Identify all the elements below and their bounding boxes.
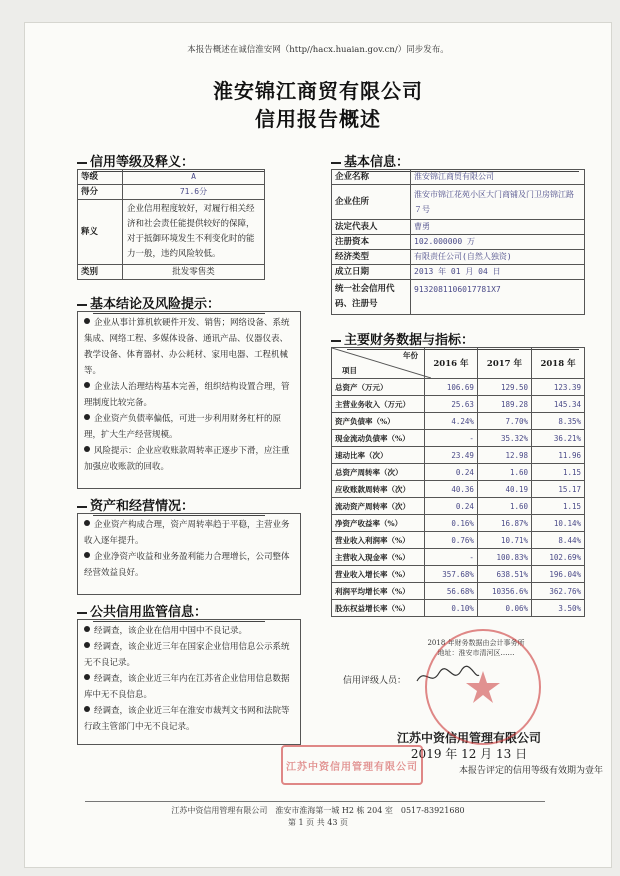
bullet-icon <box>84 642 90 648</box>
financial-value-cell: 145.34 <box>532 396 585 413</box>
bullet-icon <box>84 674 90 680</box>
financial-value-cell: 40.36 <box>425 481 478 498</box>
rating-explain-text: 企业信用程度较好，对履行相关经济和社会责任能提供较好的保障，对于抵御环境发生不利变化时的能力一般，违约风险较低。 <box>123 200 265 265</box>
financial-row-label: 现金流动负债率（%） <box>332 430 425 447</box>
basic-info-row <box>332 185 585 220</box>
validity-note: 本报告评定的信用等级有效期为壹年 <box>458 766 603 776</box>
conclusion-item <box>84 443 294 475</box>
footer-divider <box>85 801 545 802</box>
basic-info-label: 统一社会信用代码、注册号 <box>332 280 411 315</box>
financial-value-cell: 1.60 <box>477 498 531 515</box>
financial-value-cell: 25.63 <box>425 396 478 413</box>
financial-value-cell: 7.70% <box>477 413 531 430</box>
basic-info-label: 企业名称 <box>332 170 411 185</box>
rating-row <box>78 185 265 200</box>
public-credit-item <box>84 703 294 735</box>
bullet-icon <box>84 520 90 526</box>
financial-year-header: 2017 年 <box>477 348 531 379</box>
financial-row-label: 利润平均增长率（%） <box>332 583 425 600</box>
public-credit-item-text: 经调查，该企业近三年内在江苏省企业信用信息数据库中无不良信息。 <box>84 674 290 700</box>
financial-year-header: 2018 年 <box>532 348 585 379</box>
footer-company-address: 江苏中资信用管理有限公司 淮安市淮海第一城 H2 栋 204 室 0517-83921680 <box>171 806 465 815</box>
financial-value-cell: 15.17 <box>532 481 585 498</box>
basic-info-label: 成立日期 <box>332 265 411 280</box>
financial-row <box>332 464 585 481</box>
financial-value-cell: 11.96 <box>532 447 585 464</box>
basic-info-label: 企业住所 <box>332 185 411 220</box>
report-title-company: 淮安锦江商贸有限公司 <box>213 79 423 103</box>
financial-value-cell: 10.71% <box>477 532 531 549</box>
financial-value-cell: 123.39 <box>532 379 585 396</box>
financial-row <box>332 430 585 447</box>
financial-section-title <box>331 329 579 348</box>
bullet-icon <box>84 382 90 388</box>
financial-value-cell: 23.49 <box>425 447 478 464</box>
section-dash-icon <box>77 506 87 508</box>
public-credit-item-text: 经调查，该企业近三年在国家企业信用信息公示系统无不良记录。 <box>84 642 290 668</box>
public-credit-item-text: 经调查，该企业在信用中国中不良记录。 <box>94 626 248 636</box>
basic-info-value: 102.000000 万 <box>411 235 585 250</box>
bullet-icon <box>84 626 90 632</box>
financial-value-cell: 0.16% <box>425 515 478 532</box>
financial-value-cell: 12.98 <box>477 447 531 464</box>
financial-header-item: 项目 <box>342 366 357 375</box>
company-seal-rect: 江苏中资信用管理有限公司 <box>281 745 423 785</box>
rating-explain-label: 释义 <box>78 200 123 265</box>
section-dash-icon <box>77 612 87 614</box>
financial-value-cell: 1.15 <box>532 498 585 515</box>
financial-table-body <box>332 379 585 617</box>
financial-row-label: 资产负债率（%） <box>332 413 425 430</box>
rating-score-value: 71.6分 <box>123 185 265 200</box>
assets-item-text: 企业资产构成合理，资产周转率趋于平稳，主营业务收入逐年提升。 <box>84 520 290 546</box>
assets-item-text: 企业净资产收益和业务盈利能力合理增长，公司整体经营效益良好。 <box>84 552 290 578</box>
public-credit-section-label: 公共信用监管信息： <box>90 605 208 620</box>
financial-value-cell: 4.24% <box>425 413 478 430</box>
basic-info-value: 2013 年 01 月 04 日 <box>411 265 585 280</box>
conclusion-item-text: 风险提示：企业应收账款周转率正逐步下滑，应注重加强应收账款的回收。 <box>84 446 290 472</box>
conclusion-box <box>77 311 301 489</box>
financial-year-header: 2016 年 <box>425 348 478 379</box>
rating-category-label: 类别 <box>78 265 123 280</box>
report-title-summary: 信用报告概述 <box>255 107 381 131</box>
basic-info-row <box>332 220 585 235</box>
financial-value-cell: 0.10% <box>425 600 478 617</box>
assets-item <box>84 549 294 581</box>
financial-value-cell: 638.51% <box>477 566 531 583</box>
financial-row <box>332 379 585 396</box>
financial-row <box>332 498 585 515</box>
assets-box <box>77 513 301 595</box>
basic-info-label: 法定代表人 <box>332 220 411 235</box>
financial-value-cell: 8.35% <box>532 413 585 430</box>
assets-item <box>84 517 294 549</box>
financial-value-cell: 10356.6% <box>477 583 531 600</box>
financial-value-cell: 0.24 <box>425 498 478 515</box>
bullet-icon <box>84 446 90 452</box>
rating-row <box>78 265 265 280</box>
financial-row-label: 主营业务收入（万元） <box>332 396 425 413</box>
financial-row <box>332 566 585 583</box>
financial-value-cell: 0.24 <box>425 464 478 481</box>
public-credit-box <box>77 619 301 745</box>
conclusion-item-text: 企业法人治理结构基本完善，组织结构设置合理，管理制度比较完备。 <box>84 382 290 408</box>
financial-value-cell: 100.83% <box>477 549 531 566</box>
financial-header-year: 年份 <box>403 351 418 360</box>
financial-value-cell: 40.19 <box>477 481 531 498</box>
financial-row <box>332 549 585 566</box>
financial-value-cell: 3.50% <box>532 600 585 617</box>
financial-value-cell: 102.69% <box>532 549 585 566</box>
conclusion-item-text: 企业资产负债率偏低，可进一步利用财务杠杆的原理，扩大生产经营规模。 <box>84 414 282 440</box>
financial-row <box>332 600 585 617</box>
financial-value-cell: 106.69 <box>425 379 478 396</box>
rating-section-title <box>77 151 265 170</box>
basic-info-table <box>331 169 585 315</box>
footer-page-number: 第 1 页 共 43 页 <box>288 818 348 827</box>
financial-row <box>332 532 585 549</box>
financial-value-cell: 196.04% <box>532 566 585 583</box>
financial-value-cell: 35.32% <box>477 430 531 447</box>
issue-date: 2019 年 12 月 13 日 <box>410 747 528 761</box>
financial-value-cell: 1.60 <box>477 464 531 481</box>
seal-star-icon <box>427 631 539 743</box>
financial-value-cell: 357.68% <box>425 566 478 583</box>
basic-info-value: 有限责任公司(自然人独资) <box>411 250 585 265</box>
publication-note: 本报告概述在诚信淮安网（http//hacx.huaian.gov.cn/）同步发布。 <box>187 45 449 55</box>
company-seal-round <box>425 629 541 745</box>
rating-grade-label: 等级 <box>78 170 123 185</box>
rating-section-label: 信用等级及释义： <box>90 155 195 170</box>
financial-row <box>332 481 585 498</box>
report-page <box>24 22 612 868</box>
financial-value-cell: 1.15 <box>532 464 585 481</box>
basic-info-row <box>332 280 585 315</box>
basic-info-row <box>332 235 585 250</box>
financial-value-cell: 0.06% <box>477 600 531 617</box>
financial-value-cell: 189.28 <box>477 396 531 413</box>
basic-info-value: 淮安锦江商贸有限公司 <box>411 170 585 185</box>
financial-row-label: 速动比率（次） <box>332 447 425 464</box>
assets-section-title <box>77 495 265 514</box>
basic-info-label: 注册资本 <box>332 235 411 250</box>
conclusion-section-label: 基本结论及风险提示： <box>90 297 221 312</box>
financial-row-label: 主营收入现金率（%） <box>332 549 425 566</box>
financial-row-label: 总资产周转率（次） <box>332 464 425 481</box>
public-credit-section-title <box>77 601 265 620</box>
financial-row-label: 股东权益增长率（%） <box>332 600 425 617</box>
conclusion-item-text: 企业从事计算机软硬件开发、销售；网络设备、系统集成、网络工程、多媒体设备、通讯产品、仪器仪表、教学设备、体育器材、办公耗材、家用电器、工程机械等。 <box>84 318 290 376</box>
conclusion-item <box>84 315 294 379</box>
basic-info-value: 曹勇 <box>411 220 585 235</box>
financial-value-cell: 16.87% <box>477 515 531 532</box>
financial-row-label: 总资产（万元） <box>332 379 425 396</box>
financial-footnote-2: 地址：淮安市清河区…… <box>437 649 515 657</box>
basic-info-section-title <box>331 151 579 170</box>
rating-score-label: 得分 <box>78 185 123 200</box>
financial-value-cell: - <box>425 430 478 447</box>
public-credit-item <box>84 671 294 703</box>
basic-info-value: 淮安市锦江花苑小区大门商铺及门卫房锦江路７号 <box>411 185 585 220</box>
public-credit-item-text: 经调查，该企业近三年在淮安市裁判文书网和法院等行政主管部门中无不良记录。 <box>84 706 290 732</box>
financial-row <box>332 515 585 532</box>
rating-category-value: 批发零售类 <box>123 265 265 280</box>
public-credit-item <box>84 639 294 671</box>
section-dash-icon <box>77 162 87 164</box>
financial-row-label: 营业收入增长率（%） <box>332 566 425 583</box>
financial-corner-cell <box>332 348 425 379</box>
basic-info-section-label: 基本信息： <box>344 155 410 170</box>
section-dash-icon <box>331 162 341 164</box>
section-dash-icon <box>331 340 341 342</box>
bullet-icon <box>84 552 90 558</box>
financial-value-cell: 10.14% <box>532 515 585 532</box>
financial-value-cell: 8.44% <box>532 532 585 549</box>
rating-row <box>78 170 265 185</box>
financial-section-label: 主要财务数据与指标： <box>344 333 475 348</box>
basic-info-label: 经济类型 <box>332 250 411 265</box>
financial-row-label: 净资产收益率（%） <box>332 515 425 532</box>
financial-row-label: 应收账款周转率（次） <box>332 481 425 498</box>
financial-row <box>332 583 585 600</box>
issuer-name: 江苏中资信用管理有限公司 <box>396 731 541 745</box>
financial-value-cell: 36.21% <box>532 430 585 447</box>
basic-info-row <box>332 170 585 185</box>
financial-header-row <box>332 348 585 379</box>
bullet-icon <box>84 414 90 420</box>
basic-info-value: 9132081106017781X7 <box>411 280 585 315</box>
financial-row-label: 流动资产周转率（次） <box>332 498 425 515</box>
basic-info-row <box>332 265 585 280</box>
conclusion-section-title <box>77 293 265 312</box>
financial-row <box>332 447 585 464</box>
financial-row-label: 营业收入利润率（%） <box>332 532 425 549</box>
financial-value-cell: 129.50 <box>477 379 531 396</box>
financial-row <box>332 413 585 430</box>
financial-table <box>331 347 585 617</box>
financial-value-cell: 56.68% <box>425 583 478 600</box>
financial-row <box>332 396 585 413</box>
evaluator-label: 信用评级人员： <box>343 676 407 686</box>
public-credit-item <box>84 623 294 639</box>
assets-section-label: 资产和经营情况： <box>90 499 195 514</box>
financial-value-cell: 0.76% <box>425 532 478 549</box>
financial-value-cell: - <box>425 549 478 566</box>
bullet-icon <box>84 706 90 712</box>
bullet-icon <box>84 318 90 324</box>
conclusion-item <box>84 379 294 411</box>
section-dash-icon <box>77 304 87 306</box>
financial-value-cell: 362.76% <box>532 583 585 600</box>
conclusion-item <box>84 411 294 443</box>
rating-grade-value: A <box>123 170 265 185</box>
rating-table <box>77 169 265 280</box>
rating-row <box>78 200 265 265</box>
basic-info-row <box>332 250 585 265</box>
financial-footnote-1: 2018 年财务数据由会计事务所 <box>427 639 525 647</box>
